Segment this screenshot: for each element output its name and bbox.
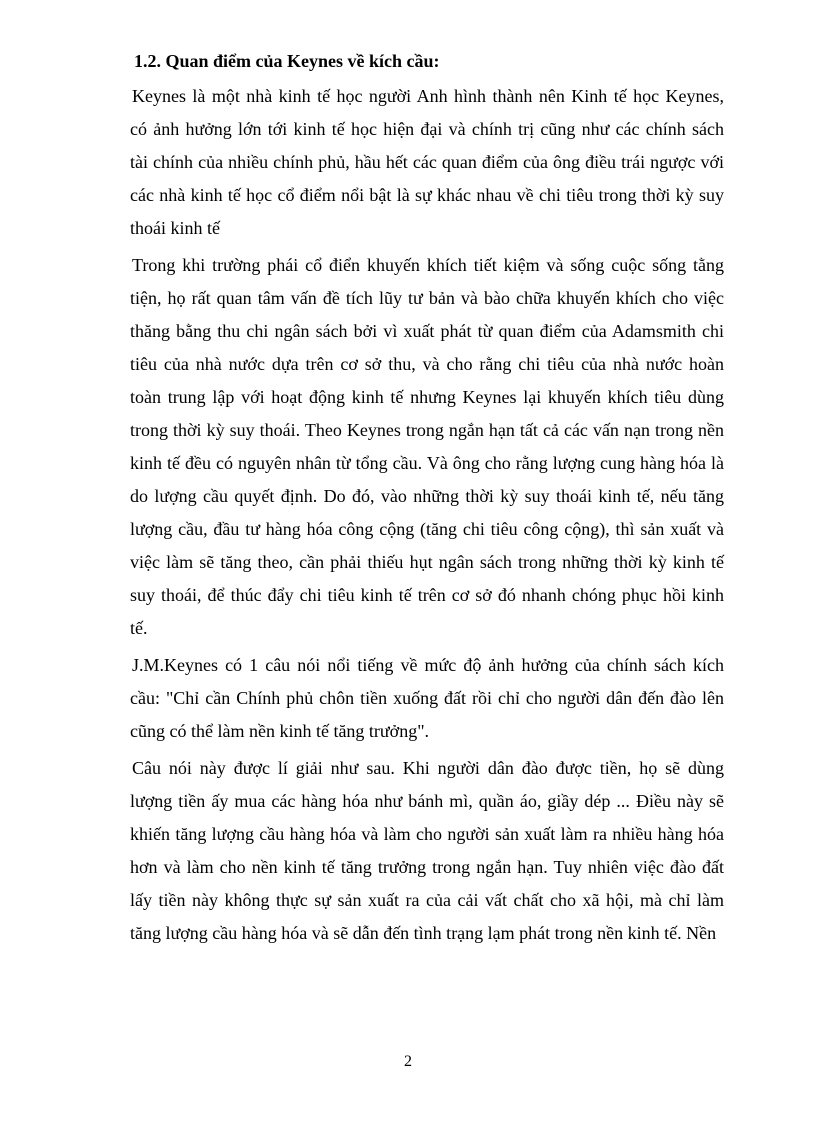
text-line: kinh tế đều có nguyên nhân từ tổng cầu. Và ông cho rằng lượng cung hàng hóa là xyxy=(130,453,724,473)
text-line: các nhà kinh tế học cổ điểm nổi bật là sự khác nhau về chi tiêu trong thời kỳ suy xyxy=(130,185,724,205)
text-line: lấy tiền này không thực sự sản xuất ra của cải vất chất cho xã hội, mà chỉ làm xyxy=(130,890,724,910)
text-line: tài chính của nhiều chính phủ, hầu hết các quan điểm của ông điều trái ngược với xyxy=(130,152,724,172)
text-line: lượng tiền ấy mua các hàng hóa như bánh mì, quần áo, giầy dép ... Điều này sẽ xyxy=(130,791,724,811)
text-line: Keynes là một nhà kinh tế học người Anh hình thành nên Kinh tế học Keynes, xyxy=(132,86,724,106)
text-line: thoái kinh tế xyxy=(130,218,220,238)
text-line: J.M.Keynes có 1 câu nói nổi tiếng về mức độ ảnh hưởng của chính sách kích xyxy=(132,655,724,675)
text-line: Câu nói này được lí giải như sau. Khi người dân đào được tiền, họ sẽ dùng xyxy=(132,758,724,778)
text-line: cũng có thể làm nền kinh tế tăng trưởng". xyxy=(130,721,430,741)
text-line: tiêu của nhà nước dựa trên cơ sở thu, và cho rằng chi tiêu của nhà nước hoàn xyxy=(130,354,724,374)
text-line: do lượng cầu quyết định. Do đó, vào những thời kỳ suy thoái kinh tế, nếu tăng xyxy=(130,486,724,506)
text-line: cầu: "Chỉ cần Chính phủ chôn tiền xuống đất rồi chỉ cho người dân đến đào lên xyxy=(130,688,724,708)
text-line: hơn và làm cho nền kinh tế tăng trưởng trong ngắn hạn. Tuy nhiên việc đào đất xyxy=(130,857,724,877)
section-heading: 1.2. Quan điểm của Keynes về kích cầu: xyxy=(134,51,440,71)
paragraph xyxy=(130,80,724,245)
document-body xyxy=(130,48,724,954)
text-line: việc làm sẽ tăng theo, cần phải thiếu hụt ngân sách trong những thời kỳ kinh tế xyxy=(130,552,724,572)
paragraph xyxy=(130,249,724,645)
text-line: trong thời kỳ suy thoái. Theo Keynes trong ngắn hạn tất cả các vấn nạn trong nền xyxy=(130,420,724,440)
text-line: thăng bằng thu chi ngân sách bởi vì xuất phát từ quan điểm của Adamsmith chi xyxy=(130,321,724,341)
text-line: khiến tăng lượng cầu hàng hóa và làm cho người sản xuất làm ra nhiều hàng hóa xyxy=(130,824,724,844)
paragraph xyxy=(130,649,724,748)
paragraphs xyxy=(130,80,724,950)
page-number: 2 xyxy=(404,1053,412,1070)
text-line: có ảnh hưởng lớn tới kinh tế học hiện đại và chính trị cũng như các chính sách xyxy=(130,119,724,139)
text-line: tế. xyxy=(130,618,148,638)
text-line: tiện, họ rất quan tâm vấn đề tích lũy tư bản và bào chữa khuyến khích cho việc xyxy=(130,288,724,308)
text-line: tăng lượng cầu hàng hóa và sẽ dẫn đến tình trạng lạm phát trong nền kinh tế. Nền xyxy=(130,923,717,943)
text-line: Trong khi trường phái cổ điển khuyến khích tiết kiệm và sống cuộc sống tằng xyxy=(132,255,724,275)
text-line: suy thoái, để thúc đẩy chi tiêu kinh tế trên cơ sở đó nhanh chóng phục hồi kinh xyxy=(130,585,724,605)
text-line: toàn trung lập với hoạt động kinh tế nhưng Keynes lại khuyến khích tiêu dùng xyxy=(130,387,724,407)
paragraph xyxy=(130,752,724,950)
text-line: lượng cầu, đầu tư hàng hóa công cộng (tăng chi tiêu công cộng), thì sản xuất và xyxy=(130,519,724,539)
